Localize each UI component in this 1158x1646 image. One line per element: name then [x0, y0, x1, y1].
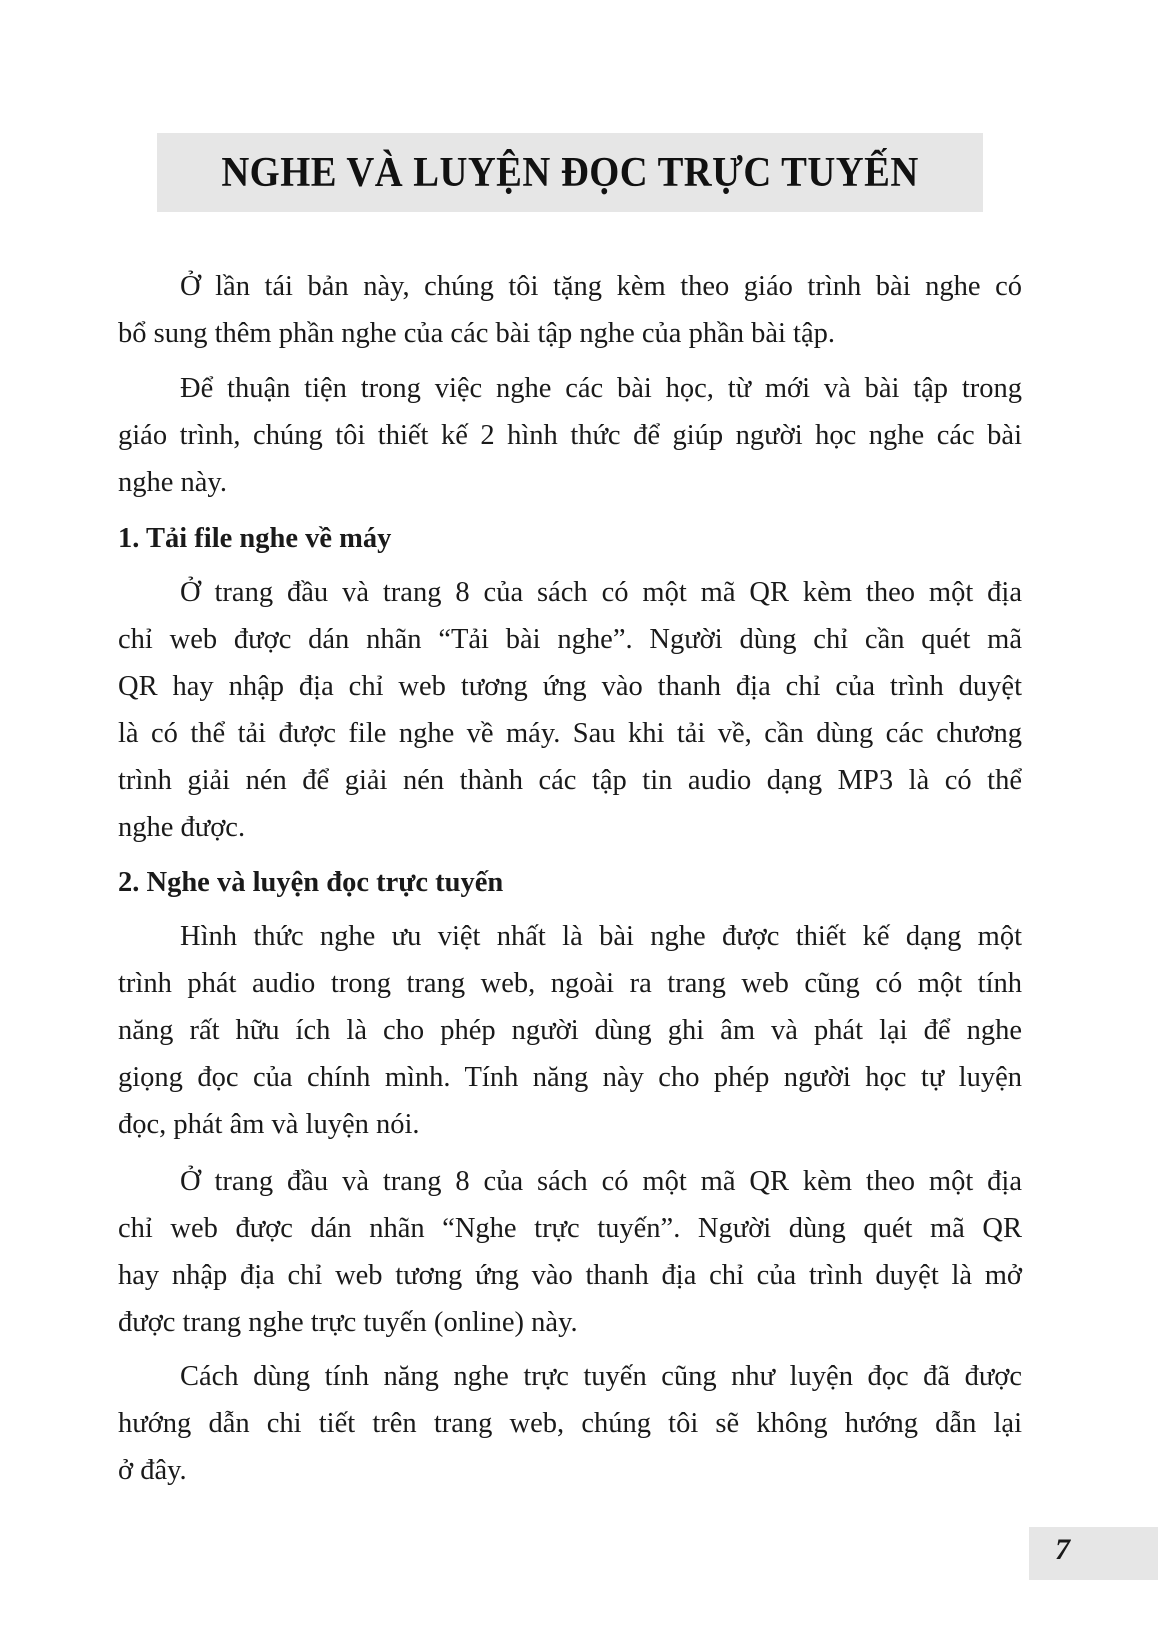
paragraph: [118, 263, 1022, 357]
text-line: Ở lần tái bản này, chúng tôi tặng kèm theo giáo trình bài nghe có: [180, 271, 1022, 302]
text-line: Ở trang đầu và trang 8 của sách có một mã QR kèm theo một địa: [180, 1166, 1022, 1197]
text-line: Hình thức nghe ưu việt nhất là bài nghe được thiết kế dạng một: [180, 921, 1022, 952]
paragraph: [118, 1158, 1022, 1346]
text-line: là có thể tải được file nghe về máy. Sau khi tải về, cần dùng các chương: [118, 718, 1022, 749]
text-line: QR hay nhập địa chỉ web tương ứng vào thanh địa chỉ của trình duyệt: [118, 671, 1022, 702]
text-line: chỉ web được dán nhãn “Tải bài nghe”. Người dùng chỉ cần quét mã: [118, 624, 1022, 655]
paragraph: [118, 569, 1022, 851]
text-line: được trang nghe trực tuyến (online) này.: [118, 1307, 578, 1338]
page-number: 7: [1055, 1533, 1070, 1566]
text-line: 1. Tải file nghe về máy: [118, 523, 392, 554]
text-line: giáo trình, chúng tôi thiết kế 2 hình thức để giúp người học nghe các bài: [118, 420, 1022, 451]
text-line: nghe này.: [118, 467, 227, 498]
paragraph: [118, 913, 1022, 1148]
text-line: 2. Nghe và luyện đọc trực tuyến: [118, 867, 504, 898]
text-line: Để thuận tiện trong việc nghe các bài học, từ mới và bài tập trong: [180, 373, 1022, 404]
text-line: ở đây.: [118, 1455, 187, 1486]
text-line: nghe được.: [118, 812, 246, 843]
section-heading: [118, 515, 1022, 562]
text-line: năng rất hữu ích là cho phép người dùng ghi âm và phát lại để nghe: [118, 1015, 1022, 1046]
text-line: bổ sung thêm phần nghe của các bài tập nghe của phần bài tập.: [118, 318, 835, 349]
text-line: giọng đọc của chính mình. Tính năng này cho phép người học tự luyện: [118, 1062, 1022, 1093]
section-heading: [118, 859, 1022, 906]
page-title: NGHE VÀ LUYỆN ĐỌC TRỰC TUYẾN: [221, 149, 919, 196]
text-line: hướng dẫn chi tiết trên trang web, chúng tôi sẽ không hướng dẫn lại: [118, 1408, 1022, 1439]
title-banner: [157, 133, 983, 212]
text-line: chỉ web được dán nhãn “Nghe trực tuyến”. Người dùng quét mã QR: [118, 1213, 1022, 1244]
text-line: trình phát audio trong trang web, ngoài ra trang web cũng có một tính: [118, 968, 1022, 999]
text-line: trình giải nén để giải nén thành các tập tin audio dạng MP3 là có thể: [118, 765, 1022, 796]
paragraph: [118, 1353, 1022, 1494]
text-line: Cách dùng tính năng nghe trực tuyến cũng như luyện đọc đã được: [180, 1361, 1022, 1392]
paragraph: [118, 365, 1022, 506]
text-line: Ở trang đầu và trang 8 của sách có một mã QR kèm theo một địa: [180, 577, 1022, 608]
text-line: hay nhập địa chỉ web tương ứng vào thanh địa chỉ của trình duyệt là mở: [118, 1260, 1022, 1291]
page-number-box: [1029, 1527, 1158, 1580]
text-line: đọc, phát âm và luyện nói.: [118, 1109, 420, 1140]
